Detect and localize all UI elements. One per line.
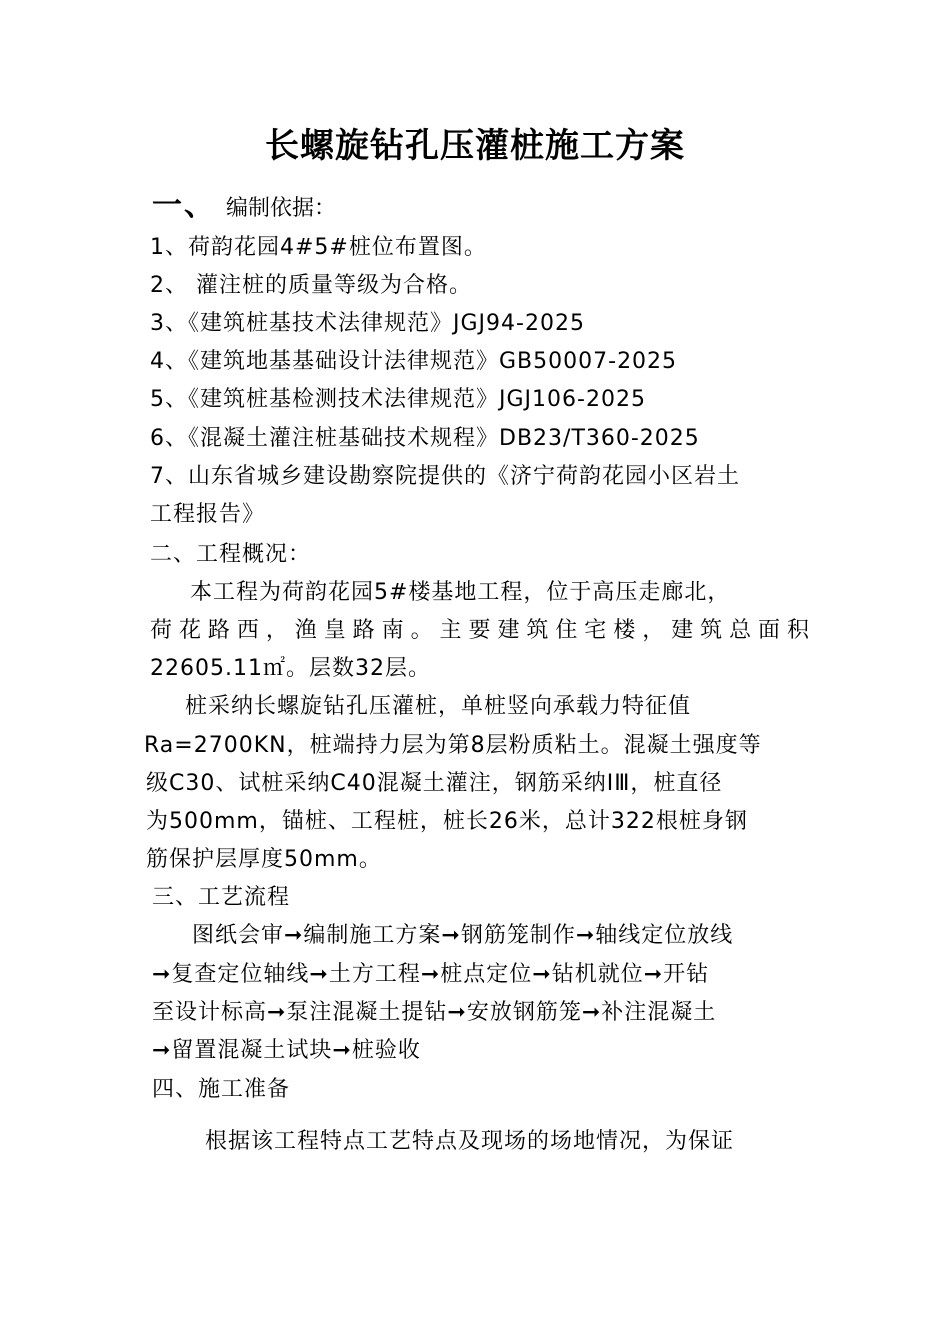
section-2-heading: 二、工程概况： xyxy=(150,542,312,567)
basis-item-3: 3、《建筑桩基技术法律规范》JGJ94-2025 xyxy=(150,311,585,336)
basis-item-2: 2、 灌注桩的质量等级为合格。 xyxy=(150,273,472,298)
basis-item-7-cont: 工程报告》 xyxy=(150,502,266,527)
preparation-p1-line-1: 根据该工程特点工艺特点及现场的场地情况，为保证 xyxy=(205,1129,735,1154)
overview-p2-line-2: Ra=2700KN，桩端持力层为第8层粉质粘土。混凝土强度等 xyxy=(144,733,762,758)
document-title: 长螺旋钻孔压灌桩施工方案 xyxy=(265,126,685,166)
section-4-heading: 四、施工准备 xyxy=(152,1077,291,1102)
basis-item-5: 5、《建筑桩基检测技术法律规范》JGJ106-2025 xyxy=(150,387,646,412)
section-1-heading xyxy=(152,180,336,224)
overview-p1-line-3: 22605.11㎡。层数32层。 xyxy=(150,656,431,681)
overview-p2-line-5: 筋保护层厚度50mm。 xyxy=(146,847,382,872)
section-1-title: 编制依据： xyxy=(226,196,337,221)
process-flow-line-3: 至设计标高➞泵注混凝土提钻➞安放钢筋笼➞补注混凝土 xyxy=(152,1000,717,1025)
process-flow-line-4: ➞留置混凝土试块➞桩验收 xyxy=(152,1038,421,1063)
overview-p2-line-4: 为500mm，锚桩、工程桩，桩长26米，总计322根桩身钢 xyxy=(146,809,748,834)
section-1-number: 一、 xyxy=(152,188,216,223)
overview-p2-line-3: 级C30、试桩采纳C40混凝土灌注，钢筋采纳ⅠⅢ，桩直径 xyxy=(146,771,723,796)
basis-item-6: 6、《混凝土灌注桩基础技术规程》DB23/T360-2025 xyxy=(150,426,700,451)
basis-item-4: 4、《建筑地基基础设计法律规范》GB50007-2025 xyxy=(150,349,678,374)
process-flow-line-2: ➞复查定位轴线➞土方工程➞桩点定位➞钻机就位➞开钻 xyxy=(152,962,710,987)
process-flow-line-1: 图纸会审➞编制施工方案➞钢筋笼制作➞轴线定位放线 xyxy=(192,923,734,948)
overview-p1-line-2: 荷花路西，渔皇路南。主要建筑住宅楼，建筑总面积 xyxy=(150,618,810,643)
overview-p2-line-1: 桩采纳长螺旋钻孔压灌桩，单桩竖向承载力特征值 xyxy=(185,694,692,719)
basis-item-7: 7、山东省城乡建设勘察院提供的《济宁荷韵花园小区岩土 xyxy=(150,464,740,489)
section-3-heading: 三、工艺流程 xyxy=(152,885,291,910)
overview-p1-line-1: 本工程为荷韵花园5#楼基地工程，位于高压走廊北， xyxy=(190,580,731,605)
basis-item-1: 1、荷韵花园4#5#桩位布置图。 xyxy=(150,235,487,260)
